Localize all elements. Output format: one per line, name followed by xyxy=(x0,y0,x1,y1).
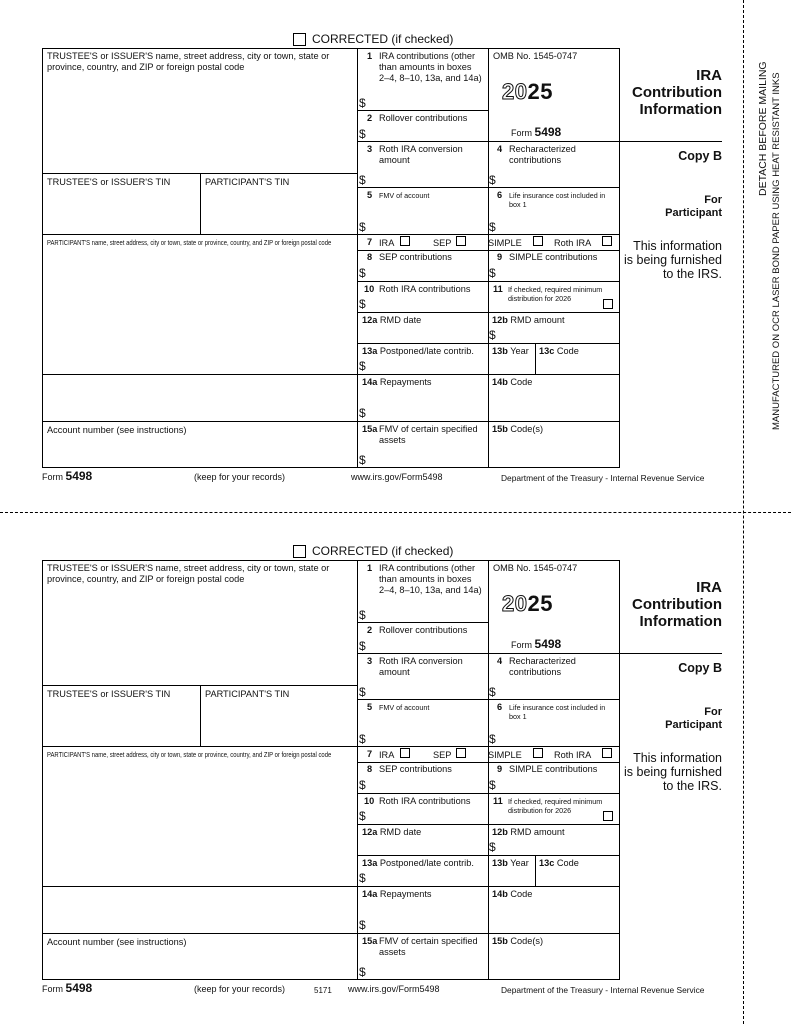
box-3-number: 3 xyxy=(367,656,373,666)
footer-department: Department of the Treasury - Internal Revenue Service xyxy=(501,985,705,995)
for-participant: For Participant xyxy=(665,706,722,731)
tax-year: 2025 xyxy=(502,79,553,104)
box-6-dollar: $ xyxy=(489,732,496,746)
account-number-label: Account number (see instructions) xyxy=(47,937,187,947)
box-7-ira-label: IRA xyxy=(379,238,395,248)
box-15a-label: FMV of certain specified assets xyxy=(379,424,478,445)
box-7-sep-label: SEP xyxy=(433,750,452,760)
box-12a-label: 12a RMD date xyxy=(362,315,422,325)
box-2-number: 2 xyxy=(367,113,373,123)
box-5-label: FMV of account xyxy=(379,703,430,712)
box-13c-label: 13c Code xyxy=(539,858,579,868)
box-5-label: FMV of account xyxy=(379,191,430,200)
box-15b-label: 15b Code(s) xyxy=(492,936,544,946)
footer-department: Department of the Treasury - Internal Revenue Service xyxy=(501,473,705,483)
corrected-checkbox[interactable] xyxy=(293,33,306,46)
box-13b-label: 13b Year xyxy=(492,858,529,868)
side-text-manufactured: MANUFACTURED ON OCR LASER BOND PAPER USING HEAT RESISTANT INKS xyxy=(771,72,782,430)
footer-keep-records: (keep for your records) xyxy=(194,472,286,482)
box-11-number: 11 xyxy=(493,796,503,806)
copy-label: Copy B xyxy=(678,149,722,163)
box-9-dollar: $ xyxy=(489,266,496,280)
box-10-dollar: $ xyxy=(359,809,366,823)
box-11-label: If checked, required minimum distribution for 2026 xyxy=(508,285,603,303)
box-7-ira-label: IRA xyxy=(379,750,395,760)
box-2-label: Rollover contributions xyxy=(379,625,468,635)
box-14a-label: 14a Repayments xyxy=(362,889,432,899)
box-15a-number: 15a xyxy=(362,936,378,946)
box-4-dollar: $ xyxy=(489,685,496,699)
tax-year: 2025 xyxy=(502,591,553,616)
box-3-dollar: $ xyxy=(359,173,366,187)
form-number-label: Form 5498 xyxy=(511,637,562,651)
form-copy-bottom xyxy=(0,512,791,1024)
copy-label: Copy B xyxy=(678,661,722,675)
irs-furnished-note: This information is being furnished to the IRS. xyxy=(624,239,722,281)
box-4-dollar: $ xyxy=(489,173,496,187)
box-8-label: SEP contributions xyxy=(379,252,452,262)
box-8-number: 8 xyxy=(367,252,373,262)
box-3-label: Roth IRA conversion amount xyxy=(379,656,463,677)
box-6-number: 6 xyxy=(497,190,503,200)
box-3-number: 3 xyxy=(367,144,373,154)
for-participant: For Participant xyxy=(665,194,722,219)
box-8-label: SEP contributions xyxy=(379,764,452,774)
box-6-dollar: $ xyxy=(489,220,496,234)
omb-number: OMB No. 1545-0747 xyxy=(493,563,578,573)
box-10-dollar: $ xyxy=(359,297,366,311)
box-13c-label: 13c Code xyxy=(539,346,579,356)
corrected-label: CORRECTED (if checked) xyxy=(312,544,454,558)
omb-number: OMB No. 1545-0747 xyxy=(493,51,578,61)
box-7-simple-label: SIMPLE xyxy=(488,238,522,248)
box-7-number: 7 xyxy=(367,749,373,759)
box-12b-dollar: $ xyxy=(489,328,496,342)
box-15a-dollar: $ xyxy=(359,965,366,979)
box-1-number: 1 xyxy=(367,51,373,61)
box-15a-number: 15a xyxy=(362,424,378,434)
box-1-dollar: $ xyxy=(359,96,366,110)
box-9-label: SIMPLE contributions xyxy=(509,764,598,774)
box-1-dollar: $ xyxy=(359,608,366,622)
box-7-roth-label: Roth IRA xyxy=(554,750,592,760)
box-6-number: 6 xyxy=(497,702,503,712)
footer-form-label: Form 5498 xyxy=(42,469,93,483)
participant-name-label: PARTICIPANT'S name, street address, city or town, state or province, country, and ZIP or foreign postal code xyxy=(47,750,332,759)
box-5-number: 5 xyxy=(367,190,373,200)
box-1-number: 1 xyxy=(367,563,373,573)
trustee-name-label: TRUSTEE'S or ISSUER'S name, street address, city or town, state or province, country, and ZIP or foreign postal code xyxy=(47,563,330,584)
box-4-number: 4 xyxy=(497,656,503,666)
box-7-roth-checkbox[interactable] xyxy=(602,236,612,246)
box-7-simple-checkbox[interactable] xyxy=(533,748,543,758)
box-3-label: Roth IRA conversion amount xyxy=(379,144,463,165)
footer-keep-records: (keep for your records) xyxy=(194,984,286,994)
trustee-tin-label: TRUSTEE'S or ISSUER'S TIN xyxy=(47,689,171,699)
box-1-label: IRA contributions (other than amounts in boxes 2–4, 8–10, 13a, and 14a) xyxy=(379,563,482,595)
box-13a-dollar: $ xyxy=(359,871,366,885)
box-11-number: 11 xyxy=(493,284,503,294)
box-7-ira-checkbox[interactable] xyxy=(400,236,410,246)
box-7-roth-checkbox[interactable] xyxy=(602,748,612,758)
account-number-label: Account number (see instructions) xyxy=(47,425,187,435)
box-10-label: Roth IRA contributions xyxy=(379,796,471,806)
form-number-label: Form 5498 xyxy=(511,125,562,139)
box-9-dollar: $ xyxy=(489,778,496,792)
box-14a-dollar: $ xyxy=(359,406,366,420)
box-12b-label: 12b RMD amount xyxy=(492,827,565,837)
box-7-sep-label: SEP xyxy=(433,238,452,248)
box-5-number: 5 xyxy=(367,702,373,712)
box-6-label: Life insurance cost included in box 1 xyxy=(509,191,606,209)
box-14a-dollar: $ xyxy=(359,918,366,932)
participant-tin-label: PARTICIPANT'S TIN xyxy=(205,689,290,699)
box-4-label: Recharacterized contributions xyxy=(509,144,576,165)
box-14b-label: 14b Code xyxy=(492,377,533,387)
box-12a-label: 12a RMD date xyxy=(362,827,422,837)
box-7-roth-label: Roth IRA xyxy=(554,238,592,248)
box-5-dollar: $ xyxy=(359,732,366,746)
form-title: IRA Contribution Information xyxy=(632,579,722,630)
box-9-number: 9 xyxy=(497,252,503,262)
box-11-checkbox[interactable] xyxy=(603,299,613,309)
box-12b-dollar: $ xyxy=(489,840,496,854)
box-6-label: Life insurance cost included in box 1 xyxy=(509,703,606,721)
box-7-sep-checkbox[interactable] xyxy=(456,748,466,758)
box-11-checkbox[interactable] xyxy=(603,811,613,821)
box-13a-dollar: $ xyxy=(359,359,366,373)
box-2-number: 2 xyxy=(367,625,373,635)
trustee-tin-label: TRUSTEE'S or ISSUER'S TIN xyxy=(47,177,171,187)
box-3-dollar: $ xyxy=(359,685,366,699)
box-2-dollar: $ xyxy=(359,127,366,141)
box-14b-label: 14b Code xyxy=(492,889,533,899)
box-13a-label: 13a Postponed/late contrib. xyxy=(362,858,474,868)
box-15b-label: 15b Code(s) xyxy=(492,424,544,434)
irs-furnished-note: This information is being furnished to the IRS. xyxy=(624,751,722,793)
box-8-dollar: $ xyxy=(359,778,366,792)
box-9-label: SIMPLE contributions xyxy=(509,252,598,262)
box-2-label: Rollover contributions xyxy=(379,113,468,123)
footer-form-label: Form 5498 xyxy=(42,981,93,995)
box-9-number: 9 xyxy=(497,764,503,774)
box-5-dollar: $ xyxy=(359,220,366,234)
box-7-ira-checkbox[interactable] xyxy=(400,748,410,758)
box-11-label: If checked, required minimum distribution for 2026 xyxy=(508,797,603,815)
box-13a-label: 13a Postponed/late contrib. xyxy=(362,346,474,356)
box-12b-label: 12b RMD amount xyxy=(492,315,565,325)
participant-tin-label: PARTICIPANT'S TIN xyxy=(205,177,290,187)
box-7-simple-label: SIMPLE xyxy=(488,750,522,760)
box-4-number: 4 xyxy=(497,144,503,154)
side-text-detach: DETACH BEFORE MAILING xyxy=(757,61,769,196)
box-7-sep-checkbox[interactable] xyxy=(456,236,466,246)
form-title: IRA Contribution Information xyxy=(632,67,722,118)
corrected-checkbox[interactable] xyxy=(293,545,306,558)
trustee-name-label: TRUSTEE'S or ISSUER'S name, street address, city or town, state or province, country, and ZIP or foreign postal code xyxy=(47,51,330,72)
box-15a-dollar: $ xyxy=(359,453,366,467)
box-13b-label: 13b Year xyxy=(492,346,529,356)
box-10-label: Roth IRA contributions xyxy=(379,284,471,294)
box-2-dollar: $ xyxy=(359,639,366,653)
corrected-label: CORRECTED (if checked) xyxy=(312,32,454,46)
participant-name-label: PARTICIPANT'S name, street address, city or town, state or province, country, and ZIP or foreign postal code xyxy=(47,238,332,247)
box-15a-label: FMV of certain specified assets xyxy=(379,936,478,957)
box-4-label: Recharacterized contributions xyxy=(509,656,576,677)
box-10-number: 10 xyxy=(364,284,375,294)
footer-catalog-number: 5171 xyxy=(314,986,332,995)
footer-url[interactable]: www.irs.gov/Form5498 xyxy=(348,984,440,994)
box-7-simple-checkbox[interactable] xyxy=(533,236,543,246)
box-1-label: IRA contributions (other than amounts in boxes 2–4, 8–10, 13a, and 14a) xyxy=(379,51,482,83)
box-8-dollar: $ xyxy=(359,266,366,280)
box-8-number: 8 xyxy=(367,764,373,774)
footer-url[interactable]: www.irs.gov/Form5498 xyxy=(351,472,443,482)
box-7-number: 7 xyxy=(367,237,373,247)
box-10-number: 10 xyxy=(364,796,375,806)
box-14a-label: 14a Repayments xyxy=(362,377,432,387)
